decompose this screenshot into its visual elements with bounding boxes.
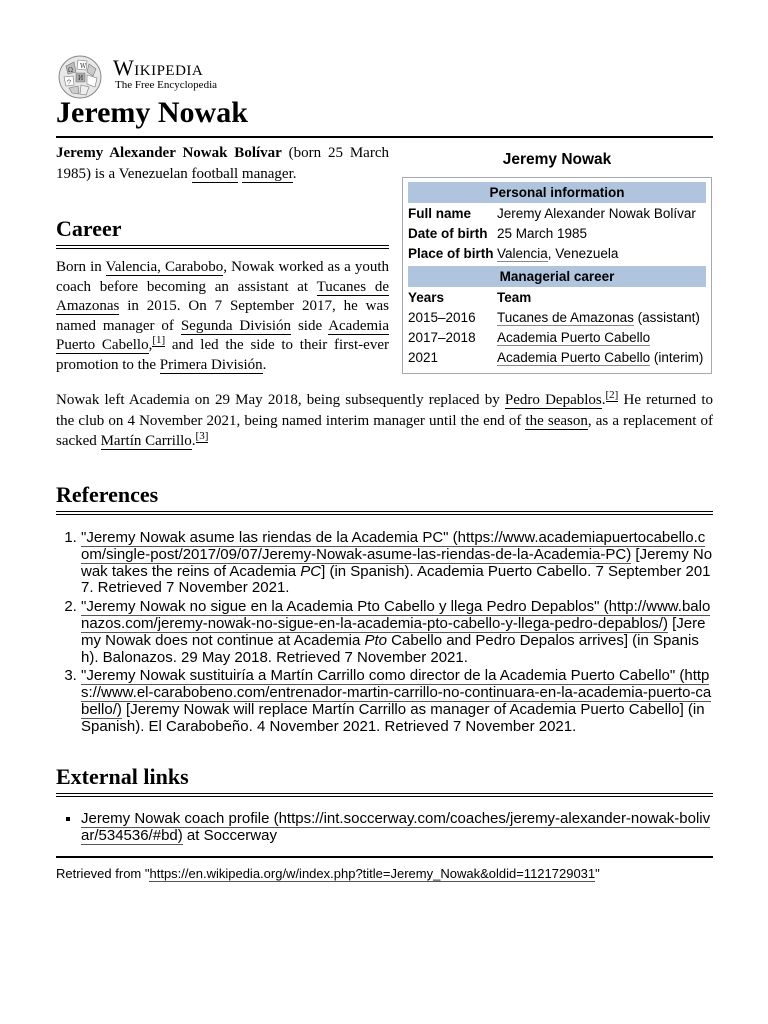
career-text: , as a replacement of sacked [56, 412, 713, 449]
career-heading-rule [56, 245, 389, 249]
infobox [402, 149, 712, 374]
reference-italic: PC [300, 562, 322, 580]
valencia-link[interactable]: Valencia [497, 246, 548, 261]
martin-carrillo-link[interactable]: Martín Carrillo [100, 433, 192, 449]
soccerway-suffix: at Soccerway [182, 826, 277, 844]
pob-country: , Venezuela [547, 246, 619, 261]
site-header [56, 52, 713, 96]
career-text: , Nowak worked as a youth coach before becoming an assistant at [56, 259, 389, 295]
personal-info-header: Personal information [408, 182, 706, 203]
the-season-link[interactable]: the season [525, 412, 588, 429]
external-links-heading: External links [56, 764, 189, 789]
academia-team-link-interim[interactable]: Academia Puerto Cabello [497, 350, 651, 365]
references-heading: References [56, 482, 159, 507]
lead-paragraph [56, 143, 389, 184]
retrieved-from [56, 866, 600, 881]
svg-text:И: И [78, 75, 84, 82]
wikipedia-globe-logo-icon[interactable] [56, 54, 104, 100]
segunda-division-link[interactable]: Segunda División [180, 317, 292, 334]
full-name-label: Full name [408, 206, 472, 221]
infobox-row-pob [408, 244, 706, 264]
career-years: 2017–2018 [408, 330, 476, 345]
career-text: He returned to the club on 4 November 2021, being named interim manager until the end of [56, 392, 713, 429]
reference-text: [Jeremy Nowak takes the reins of Academia [81, 545, 713, 580]
retrieved-suffix: " [595, 866, 600, 881]
svg-text:Ω: Ω [68, 67, 73, 74]
career-row [408, 328, 706, 348]
svg-text:ウ: ウ [66, 79, 73, 86]
reference-3-link[interactable]: "Jeremy Nowak sustituiría a Martín Carrillo como director de la Academia Puerto Cabello" (https://www.el-carabobeno.com/entrenador-martin-carrillo-no-continuara-en-la-academia-puerto-cabello/) [81, 667, 712, 718]
reference-text: [Jeremy Nowak does not continue at Academia [81, 614, 706, 649]
reference-item [81, 668, 713, 735]
infobox-title: Jeremy Nowak [502, 151, 612, 168]
career-row [408, 308, 706, 328]
career-text: . [262, 356, 267, 373]
wordmark-text: Wikipedia [113, 55, 204, 80]
years-label: Years [408, 290, 445, 305]
career-heading: Career [56, 216, 122, 241]
career-team [497, 328, 706, 348]
career-text: , [148, 337, 153, 354]
career-text: . [601, 392, 606, 408]
career-text: and led the side to their first-ever promotion to the [56, 337, 389, 373]
lead-end: . [292, 165, 297, 182]
career-years: 2015–2016 [408, 310, 476, 325]
permanent-link[interactable]: https://en.wikipedia.org/w/index.php?title=Jeremy_Nowak&oldid=1121729031 [149, 866, 596, 881]
reference-item [81, 599, 713, 666]
career-text: side [291, 317, 329, 334]
career-note: (interim) [650, 350, 704, 365]
citation-1-link[interactable]: [1] [152, 334, 166, 347]
soccerway-profile-link[interactable]: Jeremy Nowak coach profile (https://int.soccerway.com/coaches/jeremy-alexander-nowak-bolivar/534536/#bd) [81, 810, 711, 844]
infobox-row-years-team [408, 288, 706, 308]
lead-text: (born 25 March 1985) is a Venezuelan [56, 145, 389, 182]
tucanes-link[interactable]: Tucanes de Amazonas [56, 278, 389, 315]
career-years: 2021 [408, 350, 439, 365]
reference-1-link[interactable]: "Jeremy Nowak asume las riendas de la Academia PC" (https://www.academiapuertocabello.com/single-post/2017/09/07/Jeremy-Nowak-asume-las-riendas-de-la-Academia-PC) [81, 529, 706, 563]
citation-3-link[interactable]: [3] [195, 430, 209, 442]
external-links-list [56, 811, 713, 845]
football-link[interactable]: football [191, 165, 239, 182]
managerial-career-header: Managerial career [408, 266, 706, 287]
infobox-row-dob [408, 224, 706, 244]
career-row [408, 348, 706, 368]
references-heading-rule [56, 511, 713, 515]
team-label: Team [497, 290, 532, 305]
valencia-carabobo-link[interactable]: Valencia, Carabobo [105, 259, 224, 275]
pob-value [497, 244, 706, 264]
reference-text: Cabello and Pedro Depalos arrives] (in Spanish). Balonazos. 29 May 2018. Retrieved 7 November 2021. [81, 631, 699, 666]
reference-item [81, 530, 713, 597]
retrieved-prefix: Retrieved from " [56, 866, 150, 881]
reference-text: ] (in Spanish). Academia Puerto Cabello. 7 September 2017. Retrieved 7 November 2021. [81, 562, 711, 597]
wikipedia-tagline: The Free Encyclopedia [115, 79, 218, 91]
career-text: Nowak left Academia on 29 May 2018, being subsequently replaced by [56, 392, 505, 408]
career-note: (assistant) [633, 310, 700, 325]
primera-division-link[interactable]: Primera División [159, 356, 263, 373]
page-title: Jeremy Nowak [56, 96, 248, 129]
pob-label: Place of birth [408, 246, 494, 261]
title-rule [56, 136, 713, 138]
dob-value: 25 March 1985 [497, 226, 588, 241]
page [56, 52, 713, 881]
infobox-table [402, 177, 712, 374]
manager-link[interactable]: manager [241, 165, 293, 182]
career-team [497, 348, 706, 368]
reference-italic: Pto [364, 631, 388, 649]
reference-2-link[interactable]: "Jeremy Nowak no sigue en la Academia Pto Cabello y llega Pedro Depablos" (http://www.balonazos.com/jeremy-nowak-no-sigue-en-la-academia-pto-cabello-y-llega-pedro-depablos/) [81, 598, 711, 632]
subject-name: Jeremy Alexander Nowak Bolívar [56, 145, 282, 161]
career-text: Born in [56, 259, 106, 275]
svg-text:W: W [80, 63, 87, 70]
career-team [497, 308, 706, 328]
list-item [81, 811, 713, 845]
dob-label: Date of birth [408, 226, 488, 241]
career-paragraph-2 [56, 390, 713, 452]
full-name-value: Jeremy Alexander Nowak Bolívar [497, 206, 696, 221]
career-text: in 2015. On 7 September 2017, he was named manager of [56, 298, 389, 334]
references-list [56, 530, 713, 738]
external-links-heading-rule [56, 793, 713, 797]
academia-puerto-cabello-link[interactable]: Academia Puerto Cabello [56, 317, 389, 354]
pedro-depablos-link[interactable]: Pedro Depablos [504, 392, 602, 408]
career-paragraph-1 [56, 258, 389, 376]
footer-rule [56, 856, 713, 858]
wikipedia-wordmark[interactable] [113, 55, 203, 81]
infobox-row-full-name [408, 204, 706, 224]
tucanes-team-link[interactable]: Tucanes de Amazonas [497, 310, 634, 325]
citation-2-link[interactable]: [2] [605, 389, 619, 401]
academia-team-link[interactable]: Academia Puerto Cabello [497, 330, 651, 345]
career-text: . [191, 433, 196, 449]
reference-text: [Jeremy Nowak will replace Martín Carrillo as manager of Academia Puerto Cabello] (in Spanish). El Carabobeño. 4 November 2021. Retrieved 7 November 2021. [81, 700, 705, 735]
